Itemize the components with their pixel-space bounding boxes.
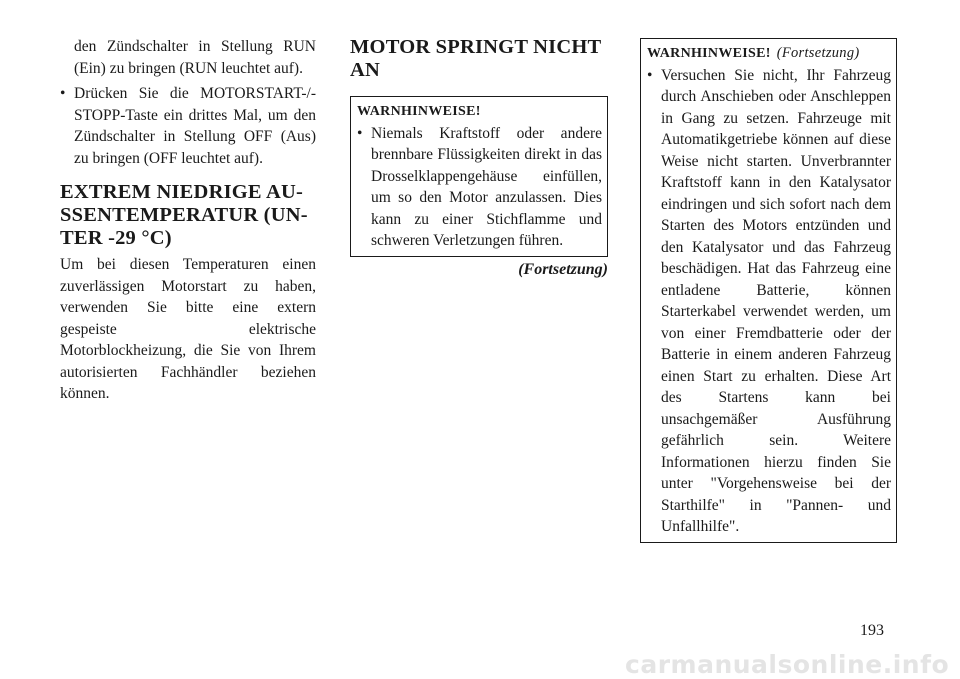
body-paragraph: Um bei diesen Temperaturen einen zuverlässigen Motorstart zu haben, verwenden Sie bitte eine extern gespeiste elektrische Motorblockheizung, die Sie von Ihrem autorisierten Fachhändler beziehen können. bbox=[60, 256, 316, 402]
heading-line: SSENTEMPERATUR (UN- bbox=[60, 204, 308, 226]
right-column bbox=[640, 38, 897, 543]
heading-line: AN bbox=[350, 59, 381, 81]
left-column bbox=[60, 36, 316, 405]
warning-box bbox=[350, 96, 608, 257]
warning-title: WARNHINWEISE! bbox=[647, 46, 771, 61]
page-number: 193 bbox=[860, 622, 884, 639]
warning-item: • Versuchen Sie nicht, Ihr Fahrzeug durch Anschieben oder Anschleppen in Gang zu setzen. Fahrzeuge mit Automatikgetriebe können auf diese Weise nicht starten. Unverbrannter Kraftstoff kann in den Katalysator eindringen und sich sofort nach dem Starten des Motors entzünden und den Katalysator und das Fahrzeug beschädigen. Hat das Fahrzeug eine entladene Batterie, können Starterkabel verwendet werden, um von einer Fremdbatterie oder der Batterie in einem anderen Fahrzeug einen Start zu erhalten. Diese Art des Startens kann bei unsachgemäßer Ausführung gefährlich sein. Weitere Informationen hierzu finden Sie unter "Vorgehensweise bei der Starthilfe" in "Pannen- und Unfallhilfe". bbox=[647, 65, 891, 538]
watermark: carmanualsonline.info bbox=[625, 650, 950, 679]
section-heading bbox=[350, 36, 608, 82]
continued-list-item: den Zündschalter in Stellung RUN (Ein) zu bringen (RUN leuchtet auf). bbox=[74, 38, 316, 77]
heading-line: MOTOR SPRINGT NICHT bbox=[350, 36, 602, 58]
warning-title: WARNHINWEISE! bbox=[357, 104, 481, 119]
warning-box bbox=[640, 38, 897, 543]
list-item: • Drücken Sie die MOTORSTART-/-STOPP-Taste ein drittes Mal, um den Zündschalter in Stellung OFF (Aus) zu bringen (OFF leuchtet auf). bbox=[60, 83, 316, 169]
heading-line: TER -29 °C) bbox=[60, 227, 172, 249]
section-heading bbox=[60, 181, 316, 250]
warning-title-row bbox=[647, 43, 891, 65]
continued-label: (Fortsetzung) bbox=[518, 260, 608, 278]
continued-label: (Fortsetzung) bbox=[776, 45, 860, 61]
middle-column bbox=[350, 36, 608, 280]
warning-item: • Niemals Kraftstoff oder andere brennbare Flüssigkeiten direkt in das Drosselklappengehäuse einfüllen, um so den Motor anzulassen. Dies kann zu einer Stichflamme und schweren Verletzungen führen. bbox=[357, 123, 602, 252]
heading-line: EXTREM NIEDRIGE AU- bbox=[60, 181, 303, 203]
